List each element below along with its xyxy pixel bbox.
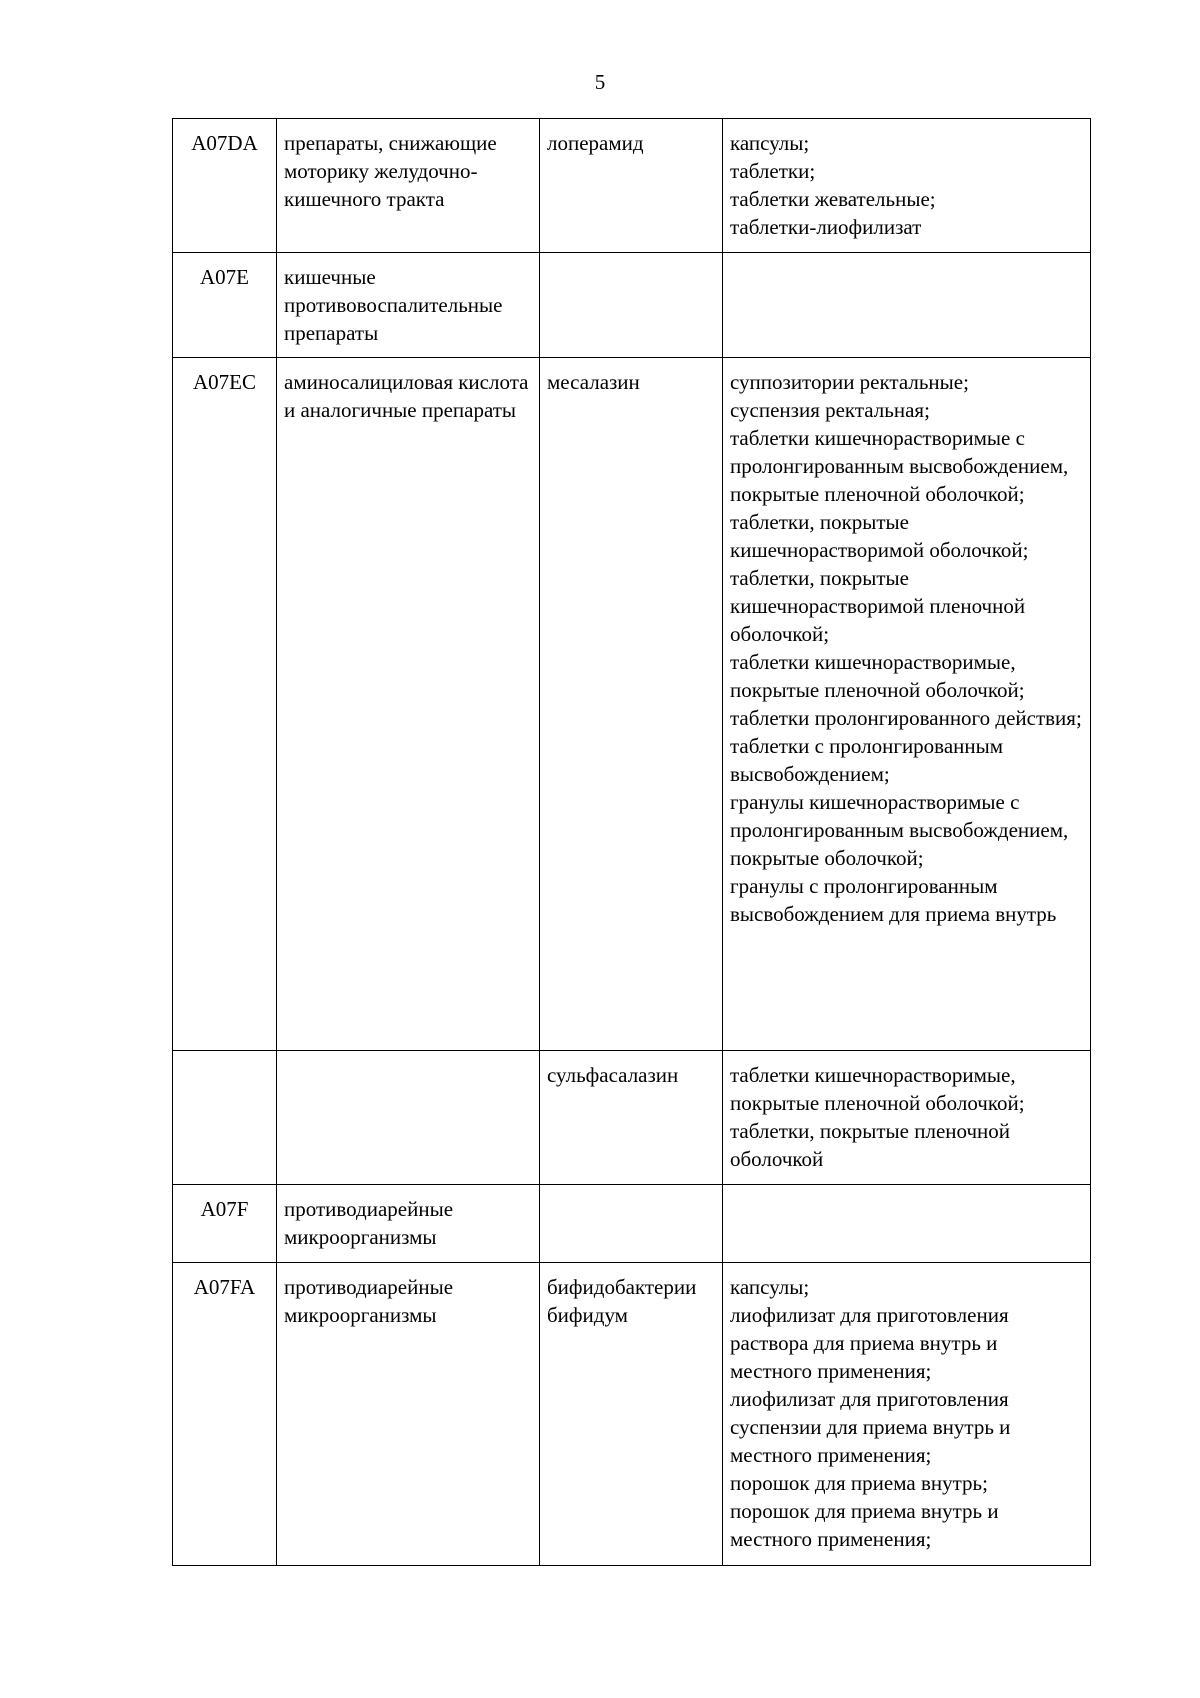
- dosage-forms-cell: [723, 119, 1091, 253]
- substance-cell: лоперамид: [540, 119, 723, 253]
- dosage-form-item: таблетки жевательные;: [730, 187, 936, 211]
- substance-cell: месалазин: [540, 358, 723, 1051]
- dosage-form-item: таблетки, покрытые кишечнорастворимой оболочкой;: [730, 510, 1029, 562]
- dosage-forms-cell: [723, 1185, 1091, 1263]
- dosage-form-item: лиофилизат для приготовления суспензии для приема внутрь и местного применения;: [730, 1387, 1011, 1467]
- dosage-form-item: капсулы;: [730, 1275, 810, 1299]
- dosage-form-item: лиофилизат для приготовления раствора для приема внутрь и местного применения;: [730, 1303, 1009, 1383]
- atc-group-cell: противодиарейные микроорганизмы: [277, 1263, 540, 1566]
- table-row: [173, 119, 1091, 253]
- dosage-form-item: порошок для приема внутрь и местного применения;: [730, 1499, 999, 1551]
- substance-cell: [540, 1185, 723, 1263]
- atc-group-cell: противодиарейные микроорганизмы: [277, 1185, 540, 1263]
- substance-cell: бифидобактерии бифидум: [540, 1263, 723, 1566]
- dosage-forms-cell: [723, 1263, 1091, 1566]
- dosage-form-item: таблетки кишечнорастворимые, покрытые пленочной оболочкой;: [730, 1063, 1025, 1115]
- atc-code-cell: A07FA: [173, 1263, 277, 1566]
- dosage-form-item: таблетки;: [730, 159, 816, 183]
- atc-group-cell: кишечные противовоспалительные препараты: [277, 253, 540, 358]
- substance-cell: сульфасалазин: [540, 1051, 723, 1185]
- dosage-forms-cell: [723, 358, 1091, 1051]
- dosage-form-item: таблетки кишечнорастворимые, покрытые пленочной оболочкой;: [730, 650, 1025, 702]
- dosage-forms-cell: [723, 253, 1091, 358]
- dosage-form-item: суппозитории ректальные;: [730, 370, 969, 394]
- dosage-form-item: таблетки-лиофилизат: [730, 215, 922, 239]
- atc-code-cell: A07DA: [173, 119, 277, 253]
- dosage-form-item: суспензия ректальная;: [730, 398, 930, 422]
- table-row: [173, 1263, 1091, 1566]
- atc-code-cell: A07F: [173, 1185, 277, 1263]
- page-number: 5: [594, 70, 606, 94]
- drug-table: [172, 118, 1091, 1566]
- dosage-form-item: гранулы кишечнорастворимые с пролонгированным высвобождением, покрытые оболочкой;: [730, 790, 1069, 870]
- substance-cell: [540, 253, 723, 358]
- dosage-form-item: порошок для приема внутрь;: [730, 1471, 988, 1495]
- dosage-form-item: капсулы;: [730, 131, 810, 155]
- dosage-form-item: таблетки кишечнорастворимые с пролонгированным высвобождением, покрытые пленочной оболочкой;: [730, 426, 1069, 506]
- atc-code-cell: [173, 1051, 277, 1185]
- atc-code-cell: A07E: [173, 253, 277, 358]
- atc-group-cell: аминосалициловая кислота и аналогичные препараты: [277, 358, 540, 1051]
- atc-code-cell: A07EC: [173, 358, 277, 1051]
- atc-group-cell: [277, 1051, 540, 1185]
- dosage-form-item: гранулы с пролонгированным высвобождением для приема внутрь: [730, 874, 1057, 926]
- table-row: [173, 1051, 1091, 1185]
- atc-group-cell: препараты, снижающие моторику желудочно-кишечного тракта: [277, 119, 540, 253]
- table-row: [173, 1185, 1091, 1263]
- dosage-form-item: таблетки с пролонгированным высвобождением;: [730, 734, 1004, 786]
- dosage-form-item: таблетки, покрытые пленочной оболочкой: [730, 1119, 1011, 1171]
- dosage-forms-cell: [723, 1051, 1091, 1185]
- table-row: [173, 358, 1091, 1051]
- table-row: [173, 253, 1091, 358]
- dosage-form-item: таблетки, покрытые кишечнорастворимой пленочной оболочкой;: [730, 566, 1026, 646]
- dosage-form-item: таблетки пролонгированного действия;: [730, 706, 1082, 730]
